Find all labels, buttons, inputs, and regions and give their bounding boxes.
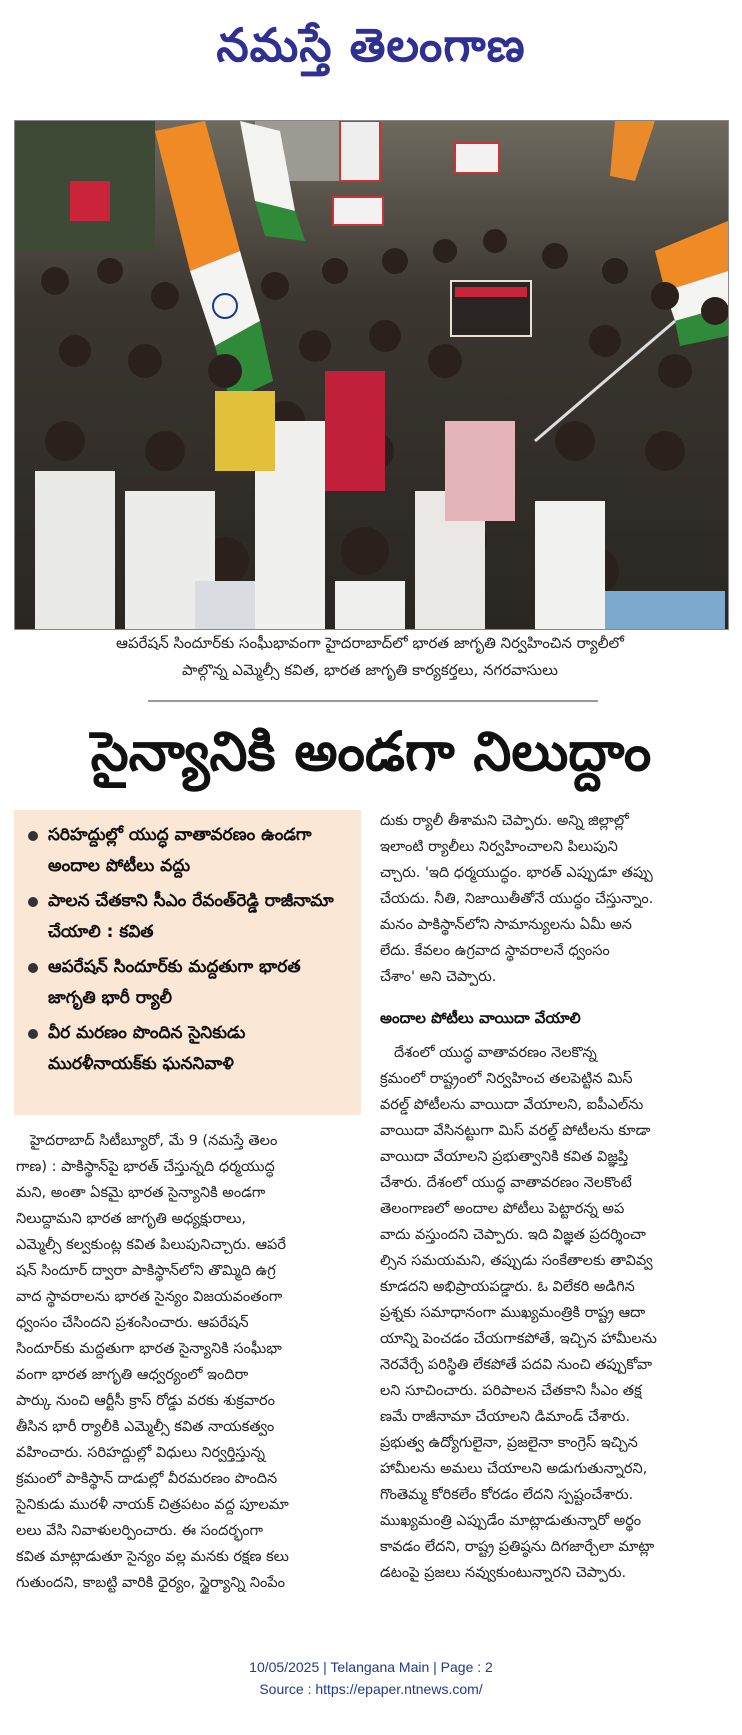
article-line: క్రమంలో రాష్ట్రంలో నిర్వహించ తలపెట్టిన మిస్ xyxy=(380,1071,633,1087)
article-line: లేదు. కేవలం ఉగ్రవాద స్థావరాలనే ధ్వంసం xyxy=(380,943,610,959)
article-line: మనం పాకిస్థాన్‌లోని సామాన్యులను ఏమీ అన xyxy=(380,917,632,933)
article-line: వాయిదా వేయాలని ప్రభుత్వానికి కవిత విజ్ఞప్తి xyxy=(380,1149,629,1165)
article-line: ఎమ్మెల్సీ కల్వకుంట్ల కవిత పిలుపునిచ్చారు. ఆపరే xyxy=(16,1237,286,1253)
article-right-column-bottom xyxy=(380,1040,725,1586)
article-left-column xyxy=(16,1128,361,1596)
photo-caption xyxy=(40,630,700,684)
article-line: ముఖ్యమంత్రి ఎప్పుడేం మాట్లాడుతున్నారో అర్థం xyxy=(380,1513,642,1529)
footer-source: Source : https://epaper.ntnews.com/ xyxy=(259,1681,483,1697)
caption-line-2: పాల్గొన్న ఎమ్మెల్సీ కవిత, భారత జాగృతి కార్యకర్తలు, నగరవాసులు xyxy=(182,661,558,679)
bullet-icon xyxy=(28,1029,38,1039)
article-line: ల్సిన సమయమని, తప్పుడు సంకేతాలకు తావివ్వ xyxy=(380,1253,653,1269)
subheading: అందాల పోటీలు వాయిదా వేయాలి xyxy=(380,1009,581,1027)
article-line: మని, అంతా ఏకమై భారత సైన్యానికి అండగా xyxy=(16,1185,266,1201)
article-line: తీసిన భారీ ర్యాలీకి ఎమ్మెల్సీ కవిత నాయకత్వం xyxy=(16,1419,275,1435)
article-line: గాణ) : పాకిస్థాన్‌పై భారత్ చేస్తున్నది ధర్మయుద్ధ xyxy=(16,1159,275,1175)
bullet-icon xyxy=(28,963,38,973)
caption-line-1: ఆపరేషన్ సిందూర్‌కు సంఘీభావంగా హైదరాబాద్‌లో భారత జాగృతి నిర్వహించిన ర్యాలీలో xyxy=(115,634,624,652)
rally-photo-illustration xyxy=(15,121,728,629)
highlight-item: పాలన చేతకాని సీఎం రేవంత్‌రెడ్డి రాజీనామా చేయాలి : కవిత xyxy=(26,886,353,948)
article-line: గుతుందని, కాబట్టి వారికి ధైర్యం, స్థైర్యాన్ని నింపేం xyxy=(16,1575,286,1591)
sign-jai-jawan-2 xyxy=(333,197,383,225)
article-line: గొంతెమ్మ కోరికలేం కోరడం లేదని స్పష్టంచేశారు. xyxy=(380,1487,634,1503)
article-line: డటంపై ప్రజలు నవ్వుకుంటున్నారని చెప్పారు. xyxy=(380,1565,627,1581)
article-line: వంగా భారత జాగృతి ఆధ్వర్యంలో ఇందిరా xyxy=(16,1367,249,1383)
footer-date-page: 10/05/2025 | Telangana Main | Page : 2 xyxy=(249,1659,493,1675)
article-line: హామీలను అమలు చేయాలని అడుగుతున్నారని, xyxy=(380,1461,648,1477)
article-line: క్రమంలో పాకిస్థాన్ దాడుల్లో వీరమరణం పొందిన xyxy=(16,1471,278,1487)
highlight-item: వీర మరణం పొందిన సైనికుడు మురళీనాయక్‌కు ఘననివాళి xyxy=(26,1018,353,1080)
article-line: లలు వేసి నివాళులర్పించారు. ఈ సందర్భంగా xyxy=(16,1523,263,1539)
sign-we-support-sindoor xyxy=(451,281,531,336)
article-line: కావడం లేదని, రాష్ట్ర ప్రతిష్ఠను దిగజార్చేలా మాట్లా xyxy=(380,1539,655,1555)
article-line: చేశాం' అని చెప్పారు. xyxy=(380,969,497,985)
article-line: ప్రభుత్వ ఉద్యోగులైనా, ప్రజలైనా కాంగ్రెస్ ఇచ్చిన xyxy=(380,1435,638,1451)
bullet-icon xyxy=(28,897,38,907)
article-line: ణమే రాజీనామా చేయాలని డిమాండ్ చేశారు. xyxy=(380,1409,631,1425)
highlight-item: సరిహద్దుల్లో యుద్ధ వాతావరణం ఉండగా అందాల పోటీలు వద్దు xyxy=(26,820,353,882)
highlight-item: ఆపరేషన్ సిందూర్‌కు మద్దతుగా భారత జాగృతి భారీ ర్యాలీ xyxy=(26,952,353,1014)
footer xyxy=(0,1656,742,1700)
article-line: హైదరాబాద్ సిటీబ్యూరో, మే 9 (నమస్తే తెలం xyxy=(30,1133,278,1149)
article-line: నిలుద్దామని భారత జాగృతి అధ్యక్షురాలు, xyxy=(16,1211,246,1227)
bullet-icon xyxy=(28,831,38,841)
article-line: దుకు ర్యాలీ తీశామని చెప్పారు. అన్ని జిల్లాల్లో xyxy=(380,813,629,829)
article-line: సైనికుడు మురళీ నాయక్ చిత్రపటం వద్ద పూలమా xyxy=(16,1497,289,1513)
rally-photo xyxy=(14,120,729,630)
article-line: దేశంలో యుద్ధ వాతావరణం నెలకొన్న xyxy=(394,1045,597,1061)
article-line: ప్రశ్నకు సమాధానంగా ముఖ్యమంత్రికి రాష్ట్ర ఆదా xyxy=(380,1305,646,1321)
headline: సైన్యానికి అండగా నిలుద్దాం xyxy=(90,720,652,783)
article-line: వాదు వస్తుందని చెప్పారు. ఇది విజ్ఞత ప్రదర్శించా xyxy=(380,1227,646,1243)
article-line: ఇలాంటి ర్యాలీలు నిర్వహించాలని పిలుపుని xyxy=(380,839,618,855)
article-line: సిందూర్‌కు మద్దతుగా భారత సైన్యానికి సంఘీభా xyxy=(16,1341,282,1357)
divider xyxy=(148,700,598,702)
article-line: కవిత మాట్లాడుతూ సైన్యం వల్ల మనకు రక్షణ కలు xyxy=(16,1549,289,1565)
article-line: పార్కు నుంచి ఆర్టీసీ క్రాస్ రోడ్డు వరకు శుక్రవారం xyxy=(16,1393,275,1409)
article-line: వాద స్థావరాలను భారత సైన్యం విజయవంతంగా xyxy=(16,1289,283,1305)
article-line: చ్చారు. 'ఇది ధర్మయుద్ధం. భారత్ ఎప్పుడూ తప్పు xyxy=(380,865,653,881)
article-line: యాన్ని పెంచడం చేయగాకపోతే, ఇచ్చిన హామీలను xyxy=(380,1331,657,1347)
masthead-title: నమస్తే తెలంగాణ xyxy=(216,18,526,72)
highlights-box xyxy=(14,810,361,1115)
article-line: ధ్వంసం చేసిందని ప్రశంసించారు. ఆపరేషన్ xyxy=(16,1315,249,1331)
article-line: చేయదు. నీతి, నిజాయితీతోనే యుద్ధం చేస్తున్నాం. xyxy=(380,891,654,907)
article-line: వాయిదా వేసినట్టుగా మిస్ వరల్డ్ పోటీలను కూడా xyxy=(380,1123,651,1139)
article-line: లని సూచించారు. పరిపాలన చేతకాని సీఎం తక్ష xyxy=(380,1383,642,1399)
article-line: తెలంగాణలో అందాల పోటీలు పెట్టారన్న అప xyxy=(380,1201,625,1217)
article-line: కూడదని అభిప్రాయపడ్డారు. ఓ విలేకరి అడిగిన xyxy=(380,1279,635,1295)
article-line: చేశారు. దేశంలో యుద్ధ వాతావరణం నెలకొంటే xyxy=(380,1175,632,1191)
article-line: నెరవేర్చే పరిస్థితి లేకపోతే పదవి నుంచి తప్పుకోవా xyxy=(380,1357,653,1373)
article-line: వరల్డ్ పోటీలను వాయిదా వేయాలని, ఐపీఎల్‌ను xyxy=(380,1097,644,1113)
sign-jai-jawan-1 xyxy=(340,121,380,181)
masthead xyxy=(0,10,742,80)
sign-jai-jawan-3 xyxy=(455,143,499,173)
sign-salute xyxy=(70,181,110,221)
article-line: వహించారు. సరిహద్దుల్లో విధులు నిర్వర్తిస్తున్న xyxy=(16,1445,266,1461)
article-line: షన్ సిందూర్ ద్వారా పాకిస్థాన్‌లోని తొమ్మిది ఉగ్ర xyxy=(16,1263,276,1279)
article-right-column-top xyxy=(380,808,725,990)
